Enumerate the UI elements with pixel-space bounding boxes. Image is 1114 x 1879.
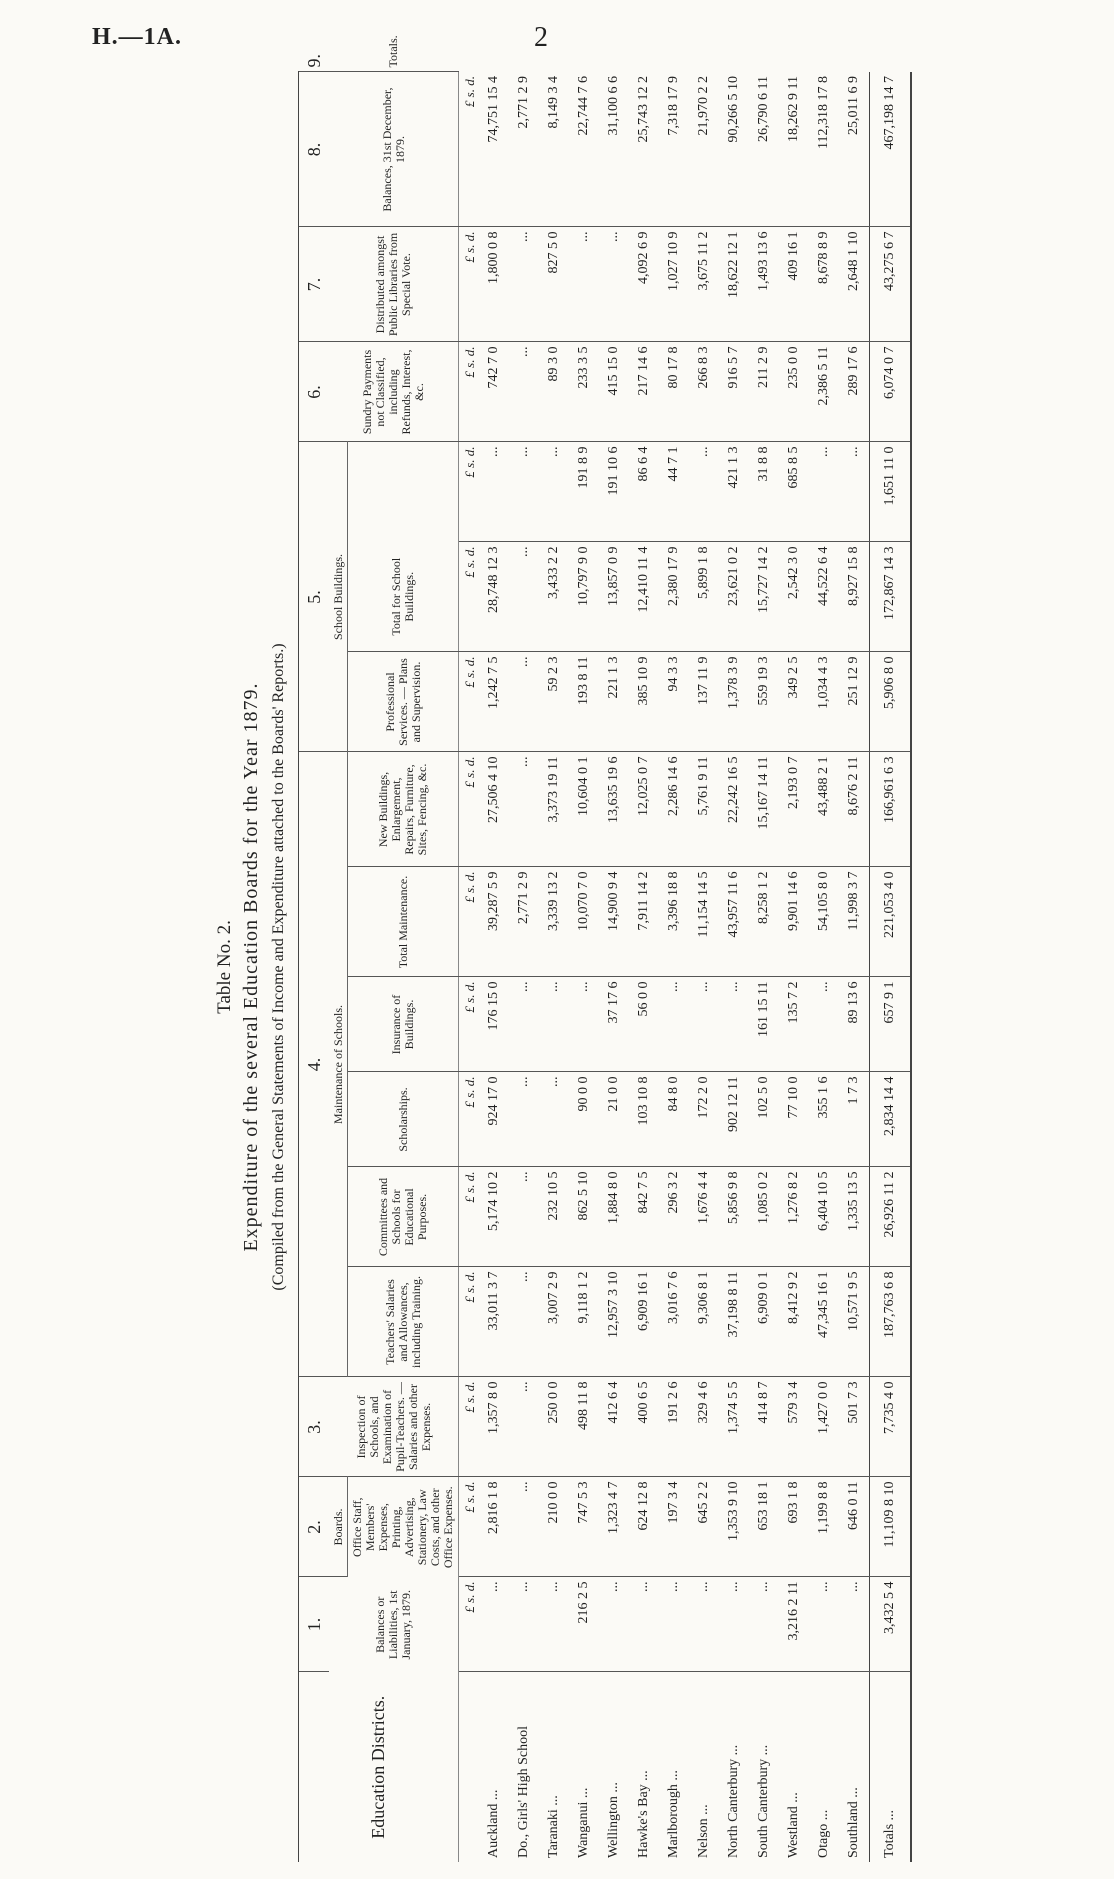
unit-cell: £ s. d. [459, 1577, 480, 1672]
amount-cell: 7,735 4 0 [870, 1377, 912, 1477]
amount-cell: 27,506 4 10 [479, 752, 509, 867]
table-row [809, 72, 839, 1862]
amount-cell: 9,306 8 1 [689, 1267, 719, 1377]
amount-cell: 8,412 9 2 [779, 1267, 809, 1377]
table-row [569, 72, 599, 1862]
amount-cell: 842 7 5 [629, 1167, 659, 1267]
amount-cell: 1,034 4 3 [809, 652, 839, 752]
amount-cell: 11,998 3 7 [839, 867, 870, 977]
amount-cell: 10,604 0 1 [569, 752, 599, 867]
amount-cell: 916 5 7 [719, 342, 749, 442]
amount-cell: 289 17 6 [839, 342, 870, 442]
amount-cell: ... [509, 227, 539, 342]
amount-cell: 1,335 13 5 [839, 1167, 870, 1267]
amount-cell: ... [539, 442, 569, 542]
professional-header: Professional Services. — Plans and Supervision. [348, 652, 459, 752]
amount-cell: 191 8 9 [569, 442, 599, 542]
amount-cell: 1 7 3 [839, 1072, 870, 1167]
amount-cell: 90,266 5 10 [719, 72, 749, 227]
amount-cell: 89 3 0 [539, 342, 569, 442]
column-number-row: Education Districts. 1. 2. 3. 4. 5. 6. 7. 8. 9. [299, 72, 330, 1862]
amount-cell: 25,743 12 2 [629, 72, 659, 227]
amount-cell: 355 1 6 [809, 1072, 839, 1167]
amount-cell: 232 10 5 [539, 1167, 569, 1267]
scholarships-header: Scholarships. [348, 1072, 459, 1167]
amount-cell: 657 9 1 [870, 977, 912, 1072]
amount-cell: 10,797 9 0 [569, 542, 599, 652]
amount-cell: ... [719, 977, 749, 1072]
table-row [839, 72, 870, 1862]
sundry-header: Sundry Payments not Classified, including Refunds, Interest, &c. [329, 342, 459, 442]
amount-cell: 54,105 8 0 [809, 867, 839, 977]
amount-cell: 3,007 2 9 [539, 1267, 569, 1377]
amount-cell: 210 0 0 [539, 1477, 569, 1577]
amount-cell: 102 5 0 [749, 1072, 779, 1167]
amount-cell: 1,800 0 8 [479, 227, 509, 342]
table-row [719, 72, 749, 1862]
balances-jan-header: Balances or Liabilities, 1st January, 1879. [373, 1589, 413, 1660]
unit-cell: £ s. d. [459, 342, 480, 442]
amount-cell: 2,286 14 6 [659, 752, 689, 867]
amount-cell: 31,100 6 6 [599, 72, 629, 227]
amount-cell: 9,901 14 6 [779, 867, 809, 977]
amount-cell: 501 7 3 [839, 1377, 870, 1477]
amount-cell: ... [509, 542, 539, 652]
group-header-row: Balances or Liabilities, 1st January, 1879. Boards. Inspection of Schools, and Examination of Pupil-Teachers. — Salaries and other Expenses. Maintenance of Schools. School Buildings. Sundry Payments not Classified, including Refunds, Interest, &c. Distributed amongst Public Libraries from Special Vote. Balances, 31st December, 1879. Totals. [329, 72, 348, 1862]
amount-cell: 1,085 0 2 [749, 1167, 779, 1267]
col-number: 6. [299, 342, 330, 442]
amount-cell: 827 5 0 [539, 227, 569, 342]
amount-cell: 8,676 2 11 [839, 752, 870, 867]
amount-cell: 11,154 14 5 [689, 867, 719, 977]
amount-cell: 217 14 6 [629, 342, 659, 442]
unit-cell: £ s. d. [459, 977, 480, 1072]
amount-cell: ... [629, 1577, 659, 1672]
amount-cell: 3,016 7 6 [659, 1267, 689, 1377]
unit-row [459, 72, 480, 1862]
amount-cell: 3,373 19 11 [539, 752, 569, 867]
amount-cell: 37,198 8 11 [719, 1267, 749, 1377]
amount-cell: 5,906 8 0 [870, 652, 912, 752]
amount-cell: 559 19 3 [749, 652, 779, 752]
table-subtitle: (Compiled from the General Statements of Income and Expenditure attached to the Boards' Reports.) [270, 643, 287, 1291]
amount-cell: ... [509, 977, 539, 1072]
amount-cell: 43,957 11 6 [719, 867, 749, 977]
amount-cell: ... [509, 1167, 539, 1267]
amount-cell: 3,396 18 8 [659, 867, 689, 977]
amount-cell: 176 15 0 [479, 977, 509, 1072]
amount-cell: 579 3 4 [779, 1377, 809, 1477]
table-row [659, 72, 689, 1862]
amount-cell: 6,404 10 5 [809, 1167, 839, 1267]
unit-cell: £ s. d. [459, 867, 480, 977]
amount-cell: 191 2 6 [659, 1377, 689, 1477]
amount-cell: 9,118 1 2 [569, 1267, 599, 1377]
amount-cell: 103 10 8 [629, 1072, 659, 1167]
amount-cell: 1,242 7 5 [479, 652, 509, 752]
district-name: Southland ... [846, 1787, 861, 1858]
amount-cell: 7,911 14 2 [629, 867, 659, 977]
col-number: 4. [299, 752, 330, 1377]
amount-cell: 3,216 2 11 [779, 1577, 809, 1672]
unit-cell: £ s. d. [459, 1477, 480, 1577]
amount-cell: 742 7 0 [479, 342, 509, 442]
unit-cell: £ s. d. [459, 542, 480, 652]
amount-cell: 12,025 0 7 [629, 752, 659, 867]
table-titles [214, 72, 298, 1862]
table-row [479, 72, 509, 1862]
amount-cell: ... [539, 1577, 569, 1672]
district-name: Hawke's Bay ... [636, 1770, 651, 1858]
amount-cell: 135 7 2 [779, 977, 809, 1072]
amount-cell: 467,198 14 7 [870, 72, 912, 227]
amount-cell: 349 2 5 [779, 652, 809, 752]
amount-cell: 13,857 0 9 [599, 542, 629, 652]
unit-cell: £ s. d. [459, 442, 480, 542]
inspection-header: Inspection of Schools, and Examination of Pupil-Teachers. — Salaries and other Expenses. [329, 1377, 459, 1477]
table-row [599, 72, 629, 1862]
table-row [629, 72, 659, 1862]
amount-cell: 3,433 2 2 [539, 542, 569, 652]
amount-cell: ... [509, 342, 539, 442]
amount-cell: 7,318 17 9 [659, 72, 689, 227]
amount-cell: ... [509, 1377, 539, 1477]
amount-cell: 18,622 12 1 [719, 227, 749, 342]
amount-cell: 2,771 2 9 [509, 72, 539, 227]
amount-cell: 1,276 8 2 [779, 1167, 809, 1267]
amount-cell: 12,410 11 4 [629, 542, 659, 652]
amount-cell: 13,635 19 6 [599, 752, 629, 867]
amount-cell: 21,970 2 2 [689, 72, 719, 227]
amount-cell: 412 6 4 [599, 1377, 629, 1477]
amount-cell: 2,380 17 9 [659, 542, 689, 652]
amount-cell: 8,927 15 8 [839, 542, 870, 652]
amount-cell: ... [509, 442, 539, 542]
amount-cell: 112,318 17 8 [809, 72, 839, 227]
amount-cell: 47,345 16 1 [809, 1267, 839, 1377]
amount-cell: 329 4 6 [689, 1377, 719, 1477]
amount-cell: 409 16 1 [779, 227, 809, 342]
amount-cell: 1,676 4 4 [689, 1167, 719, 1267]
amount-cell: ... [569, 977, 599, 1072]
amount-cell: 8,678 8 9 [809, 227, 839, 342]
table-body [479, 72, 911, 1862]
amount-cell: 1,353 9 10 [719, 1477, 749, 1577]
amount-cell: ... [809, 442, 839, 542]
amount-cell: 235 0 0 [779, 342, 809, 442]
district-name: Totals ... [870, 1672, 912, 1862]
amount-cell: 1,374 5 5 [719, 1377, 749, 1477]
amount-cell: 924 17 0 [479, 1072, 509, 1167]
col-number: 7. [299, 227, 330, 342]
amount-cell: ... [599, 1577, 629, 1672]
unit-cell: £ s. d. [459, 72, 480, 227]
amount-cell: ... [689, 442, 719, 542]
amount-cell: 1,493 13 6 [749, 227, 779, 342]
amount-cell: 2,193 0 7 [779, 752, 809, 867]
amount-cell: ... [809, 1577, 839, 1672]
amount-cell: 59 2 3 [539, 652, 569, 752]
amount-cell: ... [509, 752, 539, 867]
amount-cell: 26,926 11 2 [870, 1167, 912, 1267]
amount-cell: 43,275 6 7 [870, 227, 912, 342]
amount-cell: 216 2 5 [569, 1577, 599, 1672]
buildings-group-header: School Buildings. [329, 442, 348, 752]
amount-cell: 498 11 8 [569, 1377, 599, 1477]
amount-cell: 646 0 11 [839, 1477, 870, 1577]
amount-cell: 74,751 15 4 [479, 72, 509, 227]
amount-cell: 172 2 0 [689, 1072, 719, 1167]
district-name: Auckland ... [486, 1789, 501, 1858]
amount-cell: ... [509, 1267, 539, 1377]
maintenance-group-header: Maintenance of Schools. [329, 752, 348, 1377]
amount-cell: 1,199 8 8 [809, 1477, 839, 1577]
amount-cell: 43,488 2 1 [809, 752, 839, 867]
amount-cell: 22,242 16 5 [719, 752, 749, 867]
district-name: Westland ... [786, 1792, 801, 1858]
amount-cell: 1,651 11 0 [870, 442, 912, 542]
amount-cell: ... [659, 977, 689, 1072]
amount-cell: 14,900 9 4 [599, 867, 629, 977]
amount-cell: 693 1 8 [779, 1477, 809, 1577]
col-number: 8. [299, 72, 330, 227]
unit-cell: £ s. d. [459, 1267, 480, 1377]
amount-cell: 2,648 1 10 [839, 227, 870, 342]
amount-cell: 296 3 2 [659, 1167, 689, 1267]
amount-cell: 80 17 8 [659, 342, 689, 442]
unit-cell: £ s. d. [459, 652, 480, 752]
district-name: Wellington ... [606, 1782, 621, 1858]
page-number: 2 [534, 22, 548, 53]
amount-cell: ... [479, 442, 509, 542]
unit-cell: £ s. d. [459, 1072, 480, 1167]
amount-cell: 15,727 14 2 [749, 542, 779, 652]
amount-cell: 33,011 3 7 [479, 1267, 509, 1377]
amount-cell: ... [719, 1577, 749, 1672]
amount-cell: 1,884 8 0 [599, 1167, 629, 1267]
amount-cell: 415 15 0 [599, 342, 629, 442]
total-maintenance-header: Total Maintenance. [348, 867, 459, 977]
amount-cell: 172,867 14 3 [870, 542, 912, 652]
amount-cell: 2,834 14 4 [870, 1072, 912, 1167]
amount-cell: 6,909 16 1 [629, 1267, 659, 1377]
amount-cell: 44,522 6 4 [809, 542, 839, 652]
amount-cell: 5,899 1 8 [689, 542, 719, 652]
amount-cell: 161 15 11 [749, 977, 779, 1072]
amount-cell: 624 12 8 [629, 1477, 659, 1577]
table-row [779, 72, 809, 1862]
amount-cell: 89 13 6 [839, 977, 870, 1072]
amount-cell: 421 1 3 [719, 442, 749, 542]
table-row [539, 72, 569, 1862]
amount-cell: 211 2 9 [749, 342, 779, 442]
amount-cell: ... [659, 1577, 689, 1672]
amount-cell: 94 3 3 [659, 652, 689, 752]
amount-cell: 84 8 0 [659, 1072, 689, 1167]
col-number: 2. [299, 1477, 330, 1577]
amount-cell: 5,856 9 8 [719, 1167, 749, 1267]
amount-cell: 653 18 1 [749, 1477, 779, 1577]
amount-cell: ... [689, 1577, 719, 1672]
amount-cell: 23,621 0 2 [719, 542, 749, 652]
amount-cell: 1,357 8 0 [479, 1377, 509, 1477]
amount-cell: 25,011 6 9 [839, 72, 870, 227]
amount-cell: ... [689, 977, 719, 1072]
amount-cell: 187,763 6 8 [870, 1267, 912, 1377]
amount-cell: 26,790 6 11 [749, 72, 779, 227]
amount-cell: 6,074 0 7 [870, 342, 912, 442]
office-header: Office Staff, Members' Expenses, Printing, Advertising, Stationery, Law Costs, and other Office Expenses. [348, 1477, 459, 1577]
amount-cell: 685 8 5 [779, 442, 809, 542]
amount-cell: ... [809, 977, 839, 1072]
amount-cell: 1,378 3 9 [719, 652, 749, 752]
totals-row [870, 72, 912, 1862]
amount-cell: 5,761 9 11 [689, 752, 719, 867]
unit-cell: £ s. d. [459, 227, 480, 342]
new-buildings-header: New Buildings, Enlargement, Repairs, Furniture, Sites, Fencing, &c. [348, 752, 459, 867]
amount-cell: 15,167 14 11 [749, 752, 779, 867]
amount-cell: 193 8 11 [569, 652, 599, 752]
amount-cell: 31 8 8 [749, 442, 779, 542]
amount-cell: 385 10 9 [629, 652, 659, 752]
amount-cell: ... [839, 442, 870, 542]
amount-cell: 11,109 8 10 [870, 1477, 912, 1577]
district-name: Wanganui ... [576, 1787, 591, 1858]
amount-cell: 251 12 9 [839, 652, 870, 752]
total-buildings-header: Total for School Buildings. [348, 542, 459, 652]
amount-cell: 137 11 9 [689, 652, 719, 752]
amount-cell: 221,053 4 0 [870, 867, 912, 977]
amount-cell: 6,909 0 1 [749, 1267, 779, 1377]
rotated-table-block [214, 35, 954, 1862]
amount-cell: 3,675 11 2 [689, 227, 719, 342]
district-name: Taranaki ... [546, 1795, 561, 1858]
col-number: 5. [299, 442, 330, 752]
amount-cell: 8,258 1 2 [749, 867, 779, 977]
amount-cell: 250 0 0 [539, 1377, 569, 1477]
unit-cell: £ s. d. [459, 1167, 480, 1267]
amount-cell: ... [839, 1577, 870, 1672]
amount-cell: 862 5 10 [569, 1167, 599, 1267]
amount-cell: 56 0 0 [629, 977, 659, 1072]
amount-cell: 266 8 3 [689, 342, 719, 442]
district-name: South Canterbury ... [756, 1744, 771, 1858]
col-number: 3. [299, 1377, 330, 1477]
amount-cell: 10,070 7 0 [569, 867, 599, 977]
amount-cell: 18,262 9 11 [779, 72, 809, 227]
amount-cell: 77 10 0 [779, 1072, 809, 1167]
amount-cell: 37 17 6 [599, 977, 629, 1072]
amount-cell: 10,571 9 5 [839, 1267, 870, 1377]
amount-cell: 1,323 4 7 [599, 1477, 629, 1577]
district-name: Otago ... [816, 1809, 831, 1858]
table-row [749, 72, 779, 1862]
amount-cell: 2,816 1 8 [479, 1477, 509, 1577]
amount-cell: 44 7 1 [659, 442, 689, 542]
amount-cell: 28,748 12 3 [479, 542, 509, 652]
amount-cell: 414 8 7 [749, 1377, 779, 1477]
amount-cell: 166,961 6 3 [870, 752, 912, 867]
amount-cell: 1,027 10 9 [659, 227, 689, 342]
district-name: Marlborough ... [666, 1770, 681, 1858]
amount-cell: ... [749, 1577, 779, 1672]
district-header: Education Districts. [299, 1672, 459, 1862]
amount-cell: 3,432 5 4 [870, 1577, 912, 1672]
unit-cell: £ s. d. [459, 752, 480, 867]
amount-cell: 197 3 4 [659, 1477, 689, 1577]
boards-group-header: Boards. [329, 1477, 348, 1577]
amount-cell: 221 1 3 [599, 652, 629, 752]
amount-cell: ... [479, 1577, 509, 1672]
amount-cell: 86 6 4 [629, 442, 659, 542]
amount-cell: 2,542 3 0 [779, 542, 809, 652]
amount-cell: 233 3 5 [569, 342, 599, 442]
amount-cell: 22,744 7 6 [569, 72, 599, 227]
unit-cell: £ s. d. [459, 1377, 480, 1477]
amount-cell: 39,287 5 9 [479, 867, 509, 977]
table-number: Table No. 2. [214, 920, 235, 1014]
table-row [509, 72, 539, 1862]
amount-cell: ... [539, 1072, 569, 1167]
amount-cell: ... [509, 1477, 539, 1577]
amount-cell: 2,386 5 11 [809, 342, 839, 442]
amount-cell: 191 10 6 [599, 442, 629, 542]
amount-cell: ... [599, 227, 629, 342]
amount-cell: ... [509, 652, 539, 752]
amount-cell: 2,771 2 9 [509, 867, 539, 977]
committees-header: Committees and Schools for Educational Purposes. [348, 1167, 459, 1267]
amount-cell: 8,149 3 4 [539, 72, 569, 227]
amount-cell: 645 2 2 [689, 1477, 719, 1577]
libraries-header: Distributed amongst Public Libraries from Special Vote. [329, 227, 459, 342]
balances-dec-header: Balances, 31st December, 1879. [329, 72, 459, 227]
district-name: Nelson ... [696, 1804, 711, 1858]
amount-cell: ... [509, 1577, 539, 1672]
table-title: Expenditure of the several Education Boards for the Year 1879. [240, 682, 262, 1252]
amount-cell: ... [569, 227, 599, 342]
amount-cell: ... [509, 1072, 539, 1167]
unit-cell [459, 1672, 480, 1862]
amount-cell: 90 0 0 [569, 1072, 599, 1167]
amount-cell: 4,092 6 9 [629, 227, 659, 342]
amount-cell: 12,957 3 10 [599, 1267, 629, 1377]
expenditure-table [298, 35, 912, 1862]
teachers-header: Teachers' Salaries and Allowances, including Training. [348, 1267, 459, 1377]
table-row [689, 72, 719, 1862]
district-name: Do., Girls' High School [516, 1725, 531, 1858]
district-name: North Canterbury ... [726, 1744, 741, 1858]
amount-cell: 5,174 10 2 [479, 1167, 509, 1267]
amount-cell: 1,427 0 0 [809, 1377, 839, 1477]
insurance-header: Insurance of Buildings. [348, 977, 459, 1072]
amount-cell: 902 12 11 [719, 1072, 749, 1167]
amount-cell: 747 5 3 [569, 1477, 599, 1577]
amount-cell: 400 6 5 [629, 1377, 659, 1477]
amount-cell: ... [539, 977, 569, 1072]
amount-cell: 3,339 13 2 [539, 867, 569, 977]
col-number: 1. [299, 1577, 330, 1672]
amount-cell: 21 0 0 [599, 1072, 629, 1167]
page-reference: H.—1A. [92, 24, 182, 50]
